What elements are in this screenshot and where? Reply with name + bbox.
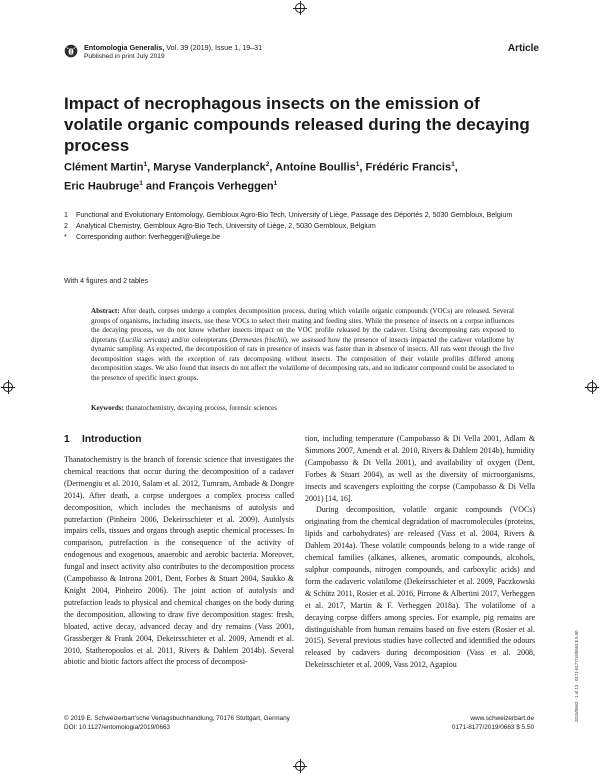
paper-title: Impact of necrophagous insects on the emission of volatile organic compounds released during the decaying process [64,94,530,155]
author-name: Clément Martin [64,161,144,174]
registration-mark-right [587,382,597,392]
affiliation-item [64,221,524,232]
body-paragraph: Thanatochemistry is the branch of forensic science that investigates the chemical reactions that occur during the decomposition of a cadaver (Dermengiu et al. 2010, Salam et al. 2012, Tumram, Ambade & Dongre 2014). After death, a corpse undergoes a complex process called decomposition, which includes the mechanisms of autolysis and putrefaction (Pinheiro 2006, Dekeirsschieter et al. 2009). Autolysis impairs cells, tissues and organs through aseptic chemical processes. In comparison, putrefaction is the consequence of the activity of endogenous and exogenous, anaerobic and aerobic bacteria. Moreover, fungal and insect activity also contributes to the decomposition process (Campobasso & Introna 2001, Dent, Forbes & Stuart 2004, Saukko & Knight 2004, Pinheiro 2006). The joint action of autolysis and putrefaction leads to physical and chemical changes on the body during the decomposition, allowing to draw five decomposition stages: fresh, bloated, active decay, advanced decay and dry remains (Vass 2001, Grassberger & Frank 2004, Dekeirsschieter et al. 2009, Amendt et al. 2010, Statheropoulos et al. 2011, Rivers & Dahlem 2014b). Several abiotic and biotic factors affect the process of decomposi- [64,455,294,667]
figures-tables-note: With 4 figures and 2 tables [64,277,148,285]
keywords [91,404,514,414]
author-affiliation-marker: 1 [355,161,360,168]
corresponding-author-text: Corresponding author: fverheggen@uliege.be [76,233,221,241]
author-affiliation-marker: 1 [143,161,148,168]
abstract-label: Abstract: [91,307,120,315]
doi: DOI: 10.1127/entomologia/2019/0663 [64,723,171,731]
body-paragraph: During decomposition, volatile organic compounds (VOCs) originating from the chemical degradation of macromolecules (proteins, lipids and carbohydrates) are released (Vass et al. 2004, Rivers & Dahlem 2014a). These volatile compounds belong to a wide range of chemical families (alkanes, alkenes, aromatic compounds, alcohols, sulphur compounds, nitrogen compounds, and carboxylic acids) and form the cadaveric volatilome (Dekeirsschieter et al. 2009, Paczkowski & Schütz 2011, Rosier et al. 2016, Pirrone & Albertini 2017, Verheggen et al. 2017, Martin & F. Verheggen 2018a). The volatilome of a decaying corpse differs among species. For example, pig remains are distinguishable from human remains based on five esters (Rosier et al. 2015). Several previous studies have collected and identified the odours released by cadavers during decomposition (Vass et al. 2008, Dekeirsschieter et al. 2009, Vass 2012, Agapiou [305,505,535,670]
section-heading-introduction [64,434,141,445]
author-list: Clément Martin$^1$, Maryse Vanderplanck$^2$, Antoine Boullis$^1$, Frédéric Francis$^1$, Eric Haubruge$^1$ and François Verheggen$^1$ [64,161,458,193]
keywords-label: Keywords: [91,404,124,412]
journal-citation [84,43,262,52]
journal-header [64,43,539,65]
author-affiliation-marker: 1 [139,179,143,187]
author-affiliation-marker: 1 [273,179,278,187]
registration-mark-top [295,3,305,13]
author-affiliation-marker: 2 [265,161,270,168]
body-column-left [64,454,294,668]
article-type-label: Article [507,43,539,54]
body-paragraph: tion, including temperature (Campobasso & Di Vella 2001, Adlam & Simmons 2007, Amendt et al. 2010, Rivers & Dahlem 2014b), humidity (Campobasso & Di Vella 2001), and availability of oxygen (Dent, Forbes & Stuart 2004), as well as the diversity of microorganisms, insects and scavengers exploiting the corpse (Campobasso & Di Vella 2001) [14, 16]. [305,434,535,503]
affiliation-marker: 2 [64,222,68,230]
affiliation-item [64,210,524,221]
abstract: Abstract: After death, corpses undergo a complex decomposition process, during which volatile organic compounds (VOCs) are released. Several groups of organisms, including insects, use these VOCs to select their mating and feeding sites. While the presence of insects on a corpse influences the decaying process, we do not know whether insects impact on the VOC profile released by the cadaver. Using decomposing rats exposed to dipterans (Lucilia sericata) and/or coleopterans (Dermestes frischii), we assessed how the presence of insects impacted the cadaver volatilome by dynamic sampling. As expected, the decomposition of rats in presence of insects was faster than in absence of insects. All rats went through the five decomposition stages with the exception of rats decomposing without insects. The composition of their volatile profiles differed among decomposition stages. We also found that insects do not affect the volatilome of decomposing rats, and no indicator compound could be associated to the presence of specific insect groups. [91,307,515,382]
section-number: 1 [64,434,70,445]
affiliation-text: Analytical Chemistry, Gembloux Agro-Bio Tech, University of Liège, 2, 5030 Gembloux, Belgium [76,222,376,230]
registration-mark-left [3,382,13,392]
corresponding-author [64,232,524,243]
publisher-website: www.schweizerbart.de [470,715,534,722]
publication-date: Published in print July 2019 [84,53,165,60]
keywords-text: thanatochemistry, decaying process, forensic sciences [125,404,278,412]
section-title: Introduction [82,434,142,445]
species-name: Dermestes frischii [232,335,285,344]
affiliation-marker: * [64,233,67,241]
affiliations [64,210,524,243]
author-affiliation-marker: 1 [451,161,455,168]
issn-price: 0171-8177/2019/0663 $ 5.50 [451,723,534,731]
footer-right [452,715,534,732]
author-name: Frédéric Francis [365,161,452,174]
journal-name: Entomologia Generalis, [84,43,167,52]
species-name: Lucilia sericata [121,335,167,344]
footer-left [64,715,290,732]
body-column-right [305,433,535,671]
journal-logo-icon [64,44,78,58]
author-name: Antoine Boullis [275,161,356,174]
journal-volume-issue: Vol. 39 (2019), Issue 1, 19–31 [166,43,263,52]
vertical-print-note: 2019/0663 · 1 of 13 · 0171-8177/19/0663 $ 5.50 [574,630,579,722]
author-name: Maryse Vanderplanck [153,161,266,174]
affiliation-marker: 1 [64,211,68,219]
author-name: François Verheggen [168,180,274,193]
copyright-notice: © 2019 E. Schweizerbart'sche Verlagsbuchhandlung, 70176 Stuttgart, Germany [64,715,290,722]
affiliation-text: Functional and Evolutionary Entomology, Gembloux Agro-Bio Tech, University of Liège, Passage des Déportés 2, 5030 Gembloux, Belgium [76,211,513,219]
author-name: Eric Haubruge [64,180,140,193]
registration-mark-bottom [295,761,305,771]
